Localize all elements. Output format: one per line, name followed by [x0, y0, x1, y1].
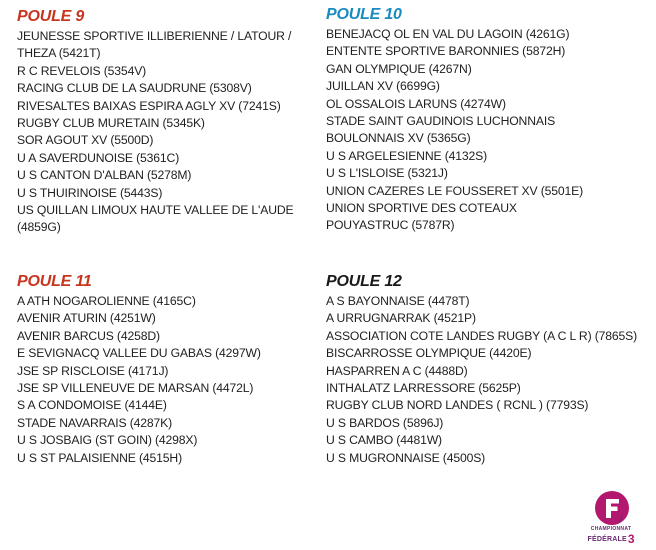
team-item: STADE SAINT GAUDINOIS LUCHONNAIS [326, 114, 556, 129]
championnat-federale-3-logo [576, 490, 646, 544]
team-list [17, 293, 317, 467]
team-item: E SEVIGNACQ VALLEE DU GABAS (4297W) [17, 346, 261, 361]
team-item: U S L'ISLOISE (5321J) [326, 166, 448, 181]
pool-11 [17, 273, 317, 467]
pool-10 [326, 6, 646, 235]
team-item: A URRUGNARRAK (4521P) [326, 311, 476, 326]
team-item: U S ARGELESIENNE (4132S) [326, 148, 487, 163]
team-item: AVENIR BARCUS (4258D) [17, 328, 160, 343]
pool-title: POULE 11 [17, 273, 92, 290]
team-item: GAN OLYMPIQUE (4267N) [326, 61, 472, 76]
team-item: R C REVELOIS (5354V) [17, 63, 147, 78]
pool-12 [326, 273, 646, 467]
pool-title: POULE 10 [326, 6, 402, 23]
team-item: A ATH NOGAROLIENNE (4165C) [17, 294, 196, 308]
team-item: U S CANTON D'ALBAN (5278M) [17, 168, 192, 183]
logo-number: 3 [627, 532, 635, 546]
pool-title: POULE 12 [326, 273, 402, 290]
team-item: JEUNESSE SPORTIVE ILLIBERIENNE / LATOUR / THEZA (5421T) [17, 29, 292, 61]
team-item: BOULONNAIS XV (5365G) [326, 131, 471, 146]
team-item: U A SAVERDUNOISE (5361C) [17, 150, 180, 165]
team-item: S A CONDOMOISE (4144E) [17, 398, 167, 413]
team-item: U S JOSBAIG (ST GOIN) (4298X) [17, 433, 198, 448]
team-item: A S BAYONNAISE (4478T) [326, 294, 470, 308]
team-list [17, 28, 317, 237]
pool-title: POULE 9 [17, 8, 85, 25]
team-item: U S MUGRONNAISE (4500S) [326, 450, 486, 465]
team-item: STADE NAVARRAIS (4287K) [17, 415, 173, 430]
team-item: ASSOCIATION COTE LANDES RUGBY (A C L R) (7865S) [326, 328, 638, 343]
federale-f-logo-icon [594, 490, 630, 526]
team-item: HASPARREN A C (4488D) [326, 363, 468, 378]
logo-text [576, 526, 646, 546]
team-item: UNION SPORTIVE DES COTEAUX [326, 201, 517, 216]
team-list [326, 26, 646, 235]
team-item: SOR AGOUT XV (5500D) [17, 133, 154, 148]
logo-line-federale: FÉDÉRALE [587, 536, 627, 543]
team-item: BENEJACQ OL EN VAL DU LAGOIN (4261G) [326, 27, 570, 41]
team-item: JSE SP VILLENEUVE DE MARSAN (4472L) [17, 381, 254, 396]
team-item: JUILLAN XV (6699G) [326, 79, 440, 94]
team-item: ENTENTE SPORTIVE BARONNIES (5872H) [326, 44, 566, 59]
team-item: U S BARDOS (5896J) [326, 415, 444, 430]
team-item: RIVESALTES BAIXAS ESPIRA AGLY XV (7241S) [17, 98, 281, 113]
team-item: JSE SP RISCLOISE (4171J) [17, 363, 169, 378]
team-item: AVENIR ATURIN (4251W) [17, 311, 156, 326]
team-item: RACING CLUB DE LA SAUDRUNE (5308V) [17, 81, 252, 96]
team-item: UNION CAZERES LE FOUSSERET XV (5501E) [326, 183, 584, 198]
logo-line-championnat: CHAMPIONNAT [590, 526, 632, 532]
team-item: POUYASTRUC (5787R) [326, 218, 455, 233]
team-item: INTHALATZ LARRESSORE (5625P) [326, 381, 521, 396]
team-item: U S THUIRINOISE (5443S) [17, 185, 163, 200]
team-item: US QUILLAN LIMOUX HAUTE VALLEE DE L'AUDE (4859G) [17, 203, 294, 235]
pool-9 [17, 8, 317, 237]
team-item: RUGBY CLUB MURETAIN (5345K) [17, 116, 205, 131]
team-item: OL OSSALOIS LARUNS (4274W) [326, 96, 506, 111]
team-list [326, 293, 646, 467]
team-item: U S CAMBO (4481W) [326, 433, 442, 448]
team-item: U S ST PALAISIENNE (4515H) [17, 450, 182, 465]
team-item: RUGBY CLUB NORD LANDES ( RCNL ) (7793S) [326, 398, 589, 413]
team-item: BISCARROSSE OLYMPIQUE (4420E) [326, 346, 532, 361]
